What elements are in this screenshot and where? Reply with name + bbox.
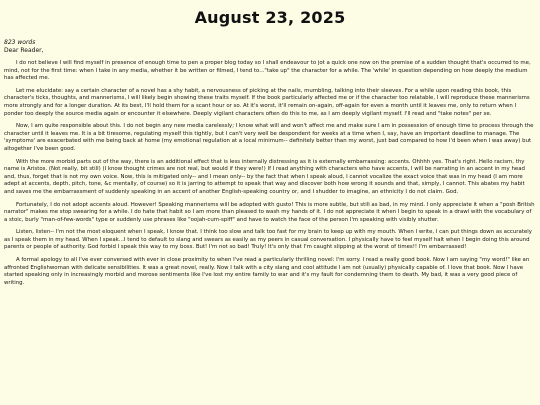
post-meta — [4, 39, 536, 55]
paragraph-6: Listen, listen-- I'm not the most eloquent when I speak, I know that. I think too slow and talk too fast for my brain to keep up with my mouth. When I write, I can put things down as accurately as I speak them in my head. When I speak...I tend to default to slang and swears as easily as my peers in casual conversation. I physically have to feel myself halt when I begin doing this around parents or people of authority. God forbid I speak this way to my boss. But! I'm not so bad! Truly! It's only that I'm caught slipping at the worst of times!! I'm embarrassed! — [4, 229, 532, 251]
paragraph-3: Now, I am quite responsible about this. I do not begin any new media carelessly; I know what will and won't affect me and make sure I am in possession of enough time to process through the character until it leaves me. It is a bit tiresome, regulating myself this tightly, but I can't very well be despondent for weeks at a time when I, say, have an important deadline to manage. The 'symptoms' are exacerbated with me being back at home (my emotional regulation at a local minimum-- definitely better than my worst, just bad compared to how I'd been when I was away) but altogether I've been good. — [4, 123, 534, 152]
post-date-title: August 23, 2025 — [194, 8, 346, 27]
paragraph-2: Let me elucidate: say a certain character of a novel has a shy habit, a nervousness of picking at the nails, mumbling, talking into their sleeves. For a while upon reading this book, this character's ticks, thoughts, and mannerisms, I will likely begin showing these traits myself. If the book particularly affected me or if the character too relatable, I will reproduce these mannerisms more strongly and for a longer duration. At its best, I'll hold them for a scant hour or so. At it's worst, it'll remain on-again, off-again for even a month until it leaves me, only to return when I ponder too deeply the source media again or encounter it elsewhere. Deeply vigilant characters often do this to me, as I am deeply vigilant myself. I'll read and "take notes" per se. — [4, 87, 530, 117]
word-count: 823 words — [4, 39, 36, 46]
post-body — [4, 60, 536, 287]
paragraph-5: Fortunately, I do not adopt accents aloud. However! Speaking mannerisms will be adopted with gusto! This is more subtle, but still as bad, in my mind. I only appreciate it when a "posh British narrator" makes me stop swearing for a while. I do hate that habit so I am more than pleased to wash my hands of it. I do not appreciate it when I begin to speak in a drawl with the vocabulary of a stoic, burly "man-of-few-words" type or suddenly use phrases like "oojah-cum-spiff" and have to watch the face of the person I'm speaking with visibly shutter. — [4, 201, 535, 223]
paragraph-4: With the more morbid parts out of the way, there is an additional effect that is less internally distressing as it is externally embarrassing: accents. Ohhhh yes. That's right. Hello racism, thy name is Aristos. (Not really, bit still) (I know thought crimes are not real, but would if they were!) If I read anything with characters who have accents, I will be narrating in an accent in my head and, thus, forget that is not my own voice. Now, this is mitigated only-- and I mean only-- by the fact that when I speak aloud, I cannot vocalize the exact voice that was in my head (I am more adept at accents, depth, pitch, tone, &c mentally, of course) so it is jarring to attempt to speak that way and discover both how wrong it sounds and that, simply, I cannot. This abates my habit and saves me the embarrassment of suddenly speaking in an accent of another English-speaking country or, and I shudder to imagine, an ethnicity I do not claim. God. — [4, 158, 525, 195]
paragraph-1: I do not believe I will find myself in presence of enough time to pen a proper blog today so I shall endeavour to jot a quick one now on the premise of a sudden thought that's occurred to me, mind, not for the first time: when I take in any media, whether it be written or filmed, I tend to..."take up" the character for a while. The 'while' in question depending on how deeply the medium has affected me. — [4, 60, 531, 82]
paragraph-7: A formal apology to all I've ever conversed with ever in close proximity to when I've read a particularly thrilling novel: I'm sorry. I read a really good book. Now I am saying "my word!" like an affronted Englishwoman with delicate sensibilities. It was a great novel, really. Now I talk with a city slang and cool attitude I am not (usually) physically capable of. I love that book. Now I have started speaking only in increasingly morbid and morose sentiments like I've lost my entire family to war and it's my fault for condemning them to death. My bad, it was a very good piece of writing. — [4, 257, 530, 286]
greeting: Dear Reader, — [4, 47, 44, 54]
